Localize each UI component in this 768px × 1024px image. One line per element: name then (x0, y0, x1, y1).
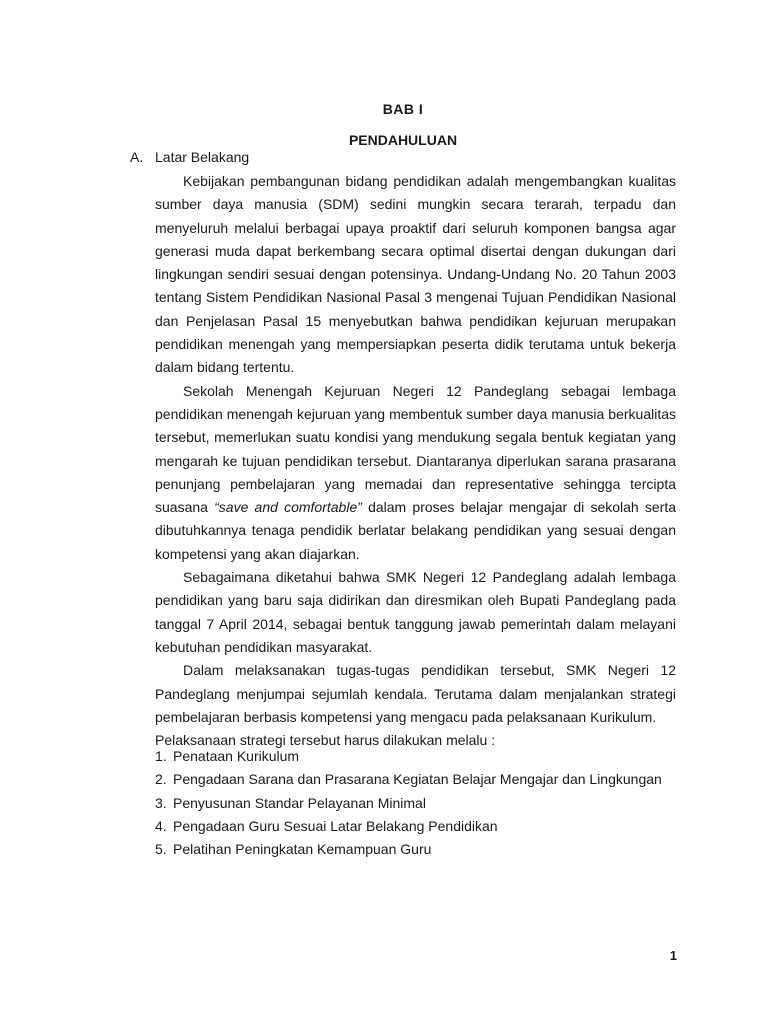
paragraph-2-after: dalam proses belajar mengajar di sekolah serta dibutuhkannya tenaga pendidik berlatar belakang pendidikan yang sesuai dengan kompetensi yang akan diajarkan. (155, 499, 677, 562)
list-item-number: 2. (155, 771, 167, 788)
paragraph-4: Dalam melaksanakan tugas-tugas pendidikan tersebut, SMK Negeri 12 Pandeglang menjumpai sejumlah kendala. Terutama dalam menjalankan strategi pembelajaran berbasis kompetensi yang mengacu pada pelaksanaan Kurikulum. (155, 662, 676, 725)
list-item-text: Pengadaan Guru Sesuai Latar Belakang Pendidikan (173, 817, 498, 834)
body-text (155, 170, 676, 752)
paragraph-3: Sebagaimana diketahui bahwa SMK Negeri 12 Pandeglang adalah lembaga pendidikan yang baru saja didirikan dan diresmikan oleh Bupati Pandeglang pada tanggal 7 April 2014, sebagai bentuk tanggung jawab pemerintah dalam melayani kebutuhan pendidikan masyarakat. (155, 569, 676, 655)
paragraph-2-before: Sekolah Menengah Kejuruan Negeri 12 Pandeglang sebagai lembaga pendidikan menengah kejuruan yang membentuk sumber daya manusia berkualitas tersebut, memerlukan suatu kondisi yang mendukung segala bentuk kegiatan yang mengarah ke tujuan pendidikan tersebut. Diantaranya diperlukan sarana prasarana penunjang pembelajaran yang memadai dan representative sehingga tercipta suasana (155, 382, 676, 516)
list-item (155, 768, 676, 791)
list-item (155, 745, 676, 768)
chapter-title: PENDAHULUAN (348, 132, 458, 148)
paragraph-5: Pelaksanaan strategi tersebut harus dilakukan melalu : (155, 732, 496, 749)
list-item-number: 4. (155, 817, 167, 834)
list-item (155, 815, 676, 838)
chapter-label: BAB I (382, 101, 424, 117)
paragraph-2-italic: “save and comfortable” (214, 499, 362, 516)
list-item-text: Penyusunan Standar Pelayanan Minimal (173, 794, 426, 811)
list-item-number: 5. (155, 841, 167, 858)
list-item-text: Penataan Kurikulum (173, 748, 300, 764)
section-title: Latar Belakang (155, 149, 250, 165)
list-item-number: 3. (155, 794, 167, 811)
list-item-text: Pelatihan Peningkatan Kemampuan Guru (173, 841, 432, 858)
numbered-list (155, 745, 676, 861)
list-item (155, 838, 676, 861)
list-item-text: Pengadaan Sarana dan Prasarana Kegiatan Belajar Mengajar dan Lingkungan (173, 771, 662, 788)
list-item-number: 1. (155, 748, 167, 764)
list-item (155, 792, 676, 815)
paragraph-2 (155, 380, 676, 566)
paragraph-1: Kebijakan pembangunan bidang pendidikan adalah mengembangkan kualitas sumber daya manusia (SDM) sedini mungkin secara terarah, terpadu dan menyeluruh melalui berbagai upaya proaktif dari seluruh komponen bangsa agar generasi muda dapat berkembang secara optimal disertai dengan dukungan dari lingkungan sendiri sesuai dengan potensinya. Undang-Undang No. 20 Tahun 2003 tentang Sistem Pendidikan Nasional Pasal 3 mengenai Tujuan Pendidikan Nasional dan Penjelasan Pasal 15 menyebutkan bahwa pendidikan kejuruan merupakan pendidikan menengah yang mempersiapkan peserta didik terutama untuk bekerja dalam bidang tertentu. (155, 173, 676, 376)
page-number: 1 (669, 948, 677, 963)
section-letter: A. (130, 149, 144, 165)
section-heading (130, 149, 249, 165)
